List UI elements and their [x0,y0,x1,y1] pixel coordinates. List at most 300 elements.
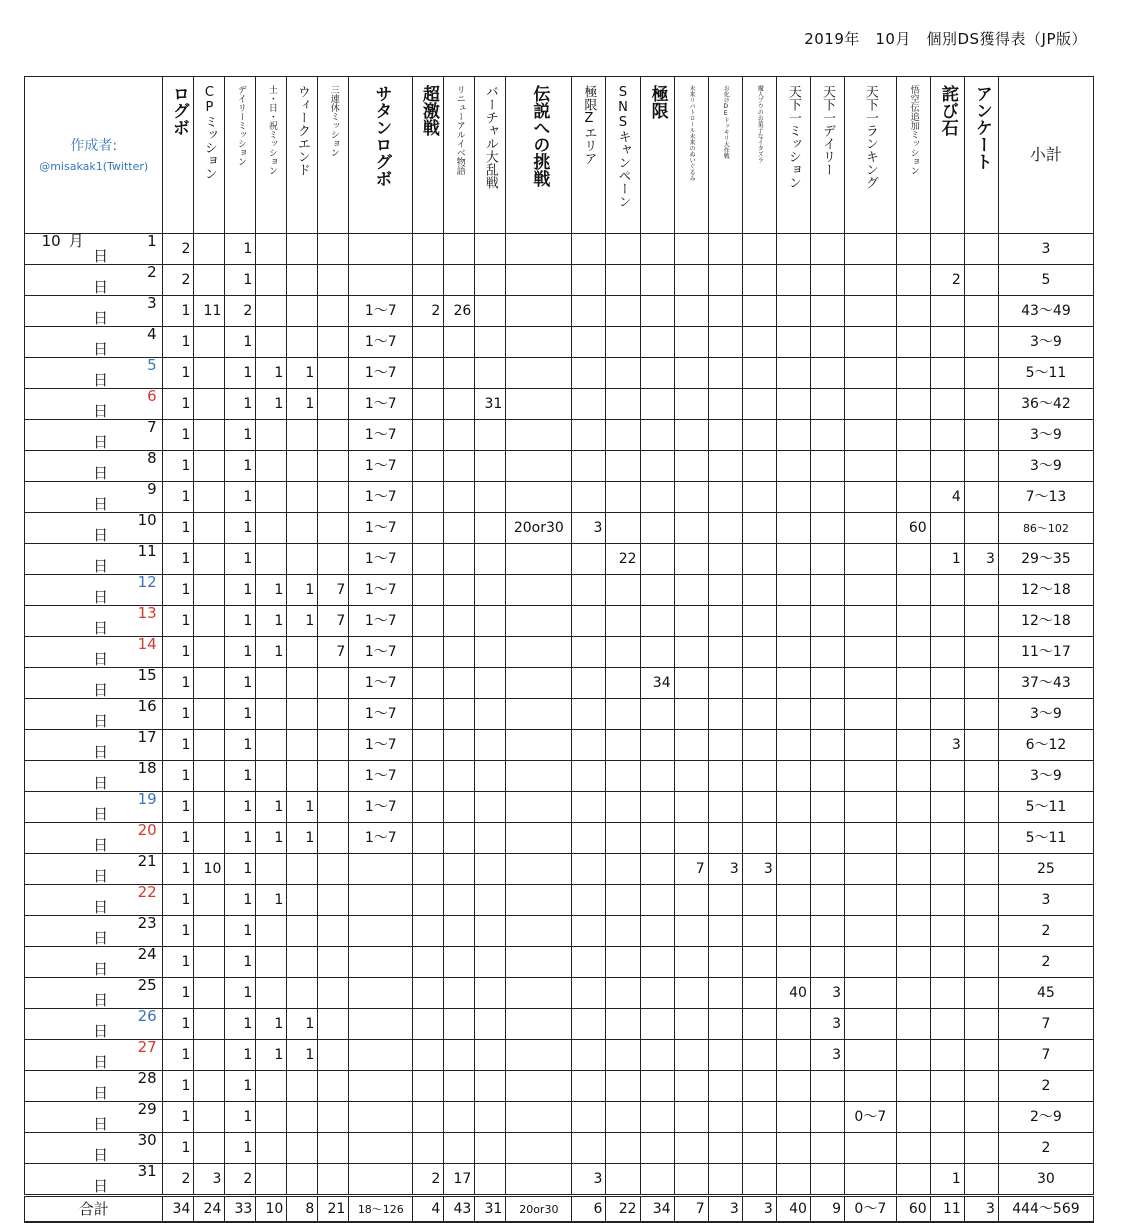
cell-renkyu [318,420,349,451]
author-label: 作成者: [70,137,118,154]
cell-weekend_m [256,327,287,358]
cell-goku [896,1009,930,1040]
cell-login: 1 [163,668,194,699]
cell-obake [708,699,742,730]
day-number: 12 [137,573,157,591]
cell-enquete [964,823,998,854]
cell-subtotal: 29～35 [998,544,1093,575]
cell-weekend [287,730,318,761]
cell-enquete [964,668,998,699]
cell-chogekisen [413,1040,444,1071]
cell-goku [896,1133,930,1164]
cell-daily: 1 [225,668,256,699]
cell-login: 1 [163,730,194,761]
cell-weekend [287,327,318,358]
cell-mirai [674,916,708,947]
cell-login: 1 [163,544,194,575]
cell-cp [194,265,225,296]
table-row [25,1009,1094,1040]
cell-sns [606,637,640,668]
cell-renewal [444,699,475,730]
cell-weekend_m [256,420,287,451]
cell-densetsu [506,668,572,699]
total-weekend: 8 [287,1196,318,1223]
cell-weekend_m [256,1164,287,1196]
cell-goku [896,1071,930,1102]
cell-chogekisen [413,606,444,637]
cell-kyokugen [640,606,674,637]
column-header-login [163,77,194,234]
total-label: 合計 [25,1196,163,1223]
cell-sns [606,1009,640,1040]
cell-sns [606,1102,640,1133]
cell-owabi [930,699,964,730]
cell-densetsu [506,1133,572,1164]
cell-goku [896,668,930,699]
cell-sns [606,885,640,916]
cell-virtual [475,1164,506,1196]
total-tenka_m: 40 [776,1196,810,1223]
cell-enquete [964,606,998,637]
cell-weekend: 1 [287,1009,318,1040]
cell-saturn: 1～7 [349,668,413,699]
cell-cp [194,1071,225,1102]
cell-kyokugen [640,792,674,823]
cell-majin [742,699,776,730]
cell-weekend [287,1164,318,1196]
column-header-label: 三連休ミッション [328,85,339,157]
total-tenka_d: 9 [810,1196,844,1223]
date-cell [25,327,163,358]
cell-goku [896,637,930,668]
cell-densetsu [506,947,572,978]
cell-goku [896,978,930,1009]
cell-login: 1 [163,482,194,513]
cell-renkyu: 7 [318,575,349,606]
cell-saturn: 1～7 [349,823,413,854]
cell-tenka_d [810,1102,844,1133]
cell-renkyu [318,823,349,854]
month-number: 10 [41,232,61,250]
cell-enquete [964,1164,998,1196]
column-header-label: 超激戦 [418,85,439,136]
cell-goku [896,234,930,265]
cell-saturn: 1～7 [349,606,413,637]
cell-owabi [930,792,964,823]
cell-subtotal: 5 [998,265,1093,296]
cell-saturn: 1～7 [349,792,413,823]
cell-renewal [444,916,475,947]
cell-obake [708,668,742,699]
cell-goku [896,482,930,513]
table-row [25,1102,1094,1133]
day-number: 13 [137,604,157,622]
column-header-label: アンケート [971,85,992,170]
day-suffix: 日 [93,991,109,1009]
cell-kyokugen [640,885,674,916]
cell-weekend_m [256,1133,287,1164]
cell-virtual [475,1133,506,1164]
cell-kyokuz [572,854,606,885]
date-cell [25,885,163,916]
day-suffix: 日 [93,681,109,699]
author-handle: @misakak1(Twitter) [39,159,149,173]
cell-cp [194,730,225,761]
cell-densetsu [506,327,572,358]
cell-saturn [349,234,413,265]
cell-virtual [475,792,506,823]
cell-virtual [475,265,506,296]
cell-renewal [444,1040,475,1071]
cell-tenka_m [776,792,810,823]
cell-weekend [287,513,318,544]
cell-subtotal: 37～43 [998,668,1093,699]
cell-kyokugen [640,916,674,947]
cell-kyokugen [640,451,674,482]
cell-renewal [444,327,475,358]
cell-renewal [444,513,475,544]
column-header-daily [225,77,256,234]
cell-sns [606,823,640,854]
cell-daily: 1 [225,823,256,854]
cell-subtotal: 25 [998,854,1093,885]
cell-enquete [964,792,998,823]
total-chogekisen: 4 [413,1196,444,1223]
cell-obake [708,234,742,265]
cell-mirai [674,296,708,327]
day-suffix: 日 [93,774,109,792]
day-suffix: 日 [93,836,109,854]
cell-obake [708,575,742,606]
cell-densetsu [506,265,572,296]
cell-subtotal: 6～12 [998,730,1093,761]
cell-weekend_m [256,1071,287,1102]
cell-login: 1 [163,513,194,544]
table-row [25,513,1094,544]
cell-login: 1 [163,792,194,823]
day-number: 22 [137,883,157,901]
cell-enquete [964,854,998,885]
day-suffix: 日 [93,278,109,296]
cell-weekend_m [256,1102,287,1133]
cell-tenka_r [845,389,897,420]
cell-tenka_m [776,296,810,327]
cell-chogekisen [413,234,444,265]
column-header-label: 未来リパトロール未来のぬいぐるみ [688,85,696,181]
cell-majin [742,730,776,761]
cell-subtotal: 36～42 [998,389,1093,420]
cell-subtotal: 30 [998,1164,1093,1196]
cell-weekend [287,544,318,575]
cell-weekend_m: 1 [256,792,287,823]
cell-renewal [444,606,475,637]
day-number: 11 [137,542,157,560]
cell-mirai [674,1133,708,1164]
cell-saturn: 1～7 [349,761,413,792]
column-header-owabi [930,77,964,234]
cell-kyokugen [640,1133,674,1164]
cell-densetsu [506,1040,572,1071]
cell-tenka_d [810,947,844,978]
date-cell [25,296,163,327]
cell-weekend [287,947,318,978]
cell-kyokuz [572,327,606,358]
day-number: 23 [137,914,157,932]
cell-weekend: 1 [287,1040,318,1071]
column-header-kyokuz [572,77,606,234]
cell-daily: 1 [225,234,256,265]
cell-sns [606,606,640,637]
cell-kyokugen [640,482,674,513]
date-cell [25,513,163,544]
cell-tenka_d [810,482,844,513]
table-row [25,1071,1094,1102]
day-suffix: 日 [93,247,109,265]
cell-owabi [930,668,964,699]
cell-daily: 1 [225,761,256,792]
cell-daily: 1 [225,544,256,575]
total-tenka_r: 0～7 [845,1196,897,1223]
cell-renewal [444,451,475,482]
cell-tenka_m [776,265,810,296]
day-suffix: 日 [93,898,109,916]
cell-weekend [287,916,318,947]
cell-kyokuz [572,1102,606,1133]
cell-weekend_m: 1 [256,606,287,637]
cell-tenka_m [776,358,810,389]
cell-majin [742,234,776,265]
cell-tenka_r [845,854,897,885]
day-number: 20 [137,821,157,839]
cell-weekend_m [256,947,287,978]
cell-enquete [964,296,998,327]
cell-majin [742,1164,776,1196]
cell-tenka_m [776,327,810,358]
cell-majin [742,451,776,482]
cell-login: 1 [163,978,194,1009]
cell-virtual [475,1040,506,1071]
cell-weekend_m: 1 [256,389,287,420]
cell-obake [708,1102,742,1133]
cell-mirai [674,606,708,637]
header-row [25,77,1094,234]
column-header-majin [742,77,776,234]
cell-chogekisen [413,358,444,389]
cell-subtotal: 2 [998,1133,1093,1164]
cell-owabi [930,978,964,1009]
cell-tenka_r [845,699,897,730]
cell-kyokuz [572,761,606,792]
cell-saturn [349,265,413,296]
cell-owabi [930,885,964,916]
cell-renkyu [318,1133,349,1164]
cell-renewal [444,668,475,699]
cell-kyokuz [572,1009,606,1040]
cell-kyokuz [572,668,606,699]
cell-weekend [287,699,318,730]
cell-weekend_m [256,234,287,265]
column-header-renkyu [318,77,349,234]
cell-virtual [475,1009,506,1040]
cell-owabi [930,823,964,854]
cell-login: 1 [163,916,194,947]
column-header-tenka_r [845,77,897,234]
cell-tenka_d [810,420,844,451]
cell-obake [708,606,742,637]
cell-cp [194,916,225,947]
total-weekend_m: 10 [256,1196,287,1223]
cell-kyokugen: 34 [640,668,674,699]
cell-densetsu [506,730,572,761]
cell-owabi [930,1040,964,1071]
date-cell [25,451,163,482]
cell-virtual [475,699,506,730]
cell-kyokuz [572,916,606,947]
cell-kyokuz [572,885,606,916]
cell-tenka_m [776,916,810,947]
day-suffix: 日 [93,712,109,730]
cell-subtotal: 7～13 [998,482,1093,513]
cell-virtual [475,606,506,637]
cell-subtotal: 2 [998,916,1093,947]
total-kyokuz: 6 [572,1196,606,1223]
cell-renewal: 17 [444,1164,475,1196]
cell-obake [708,1040,742,1071]
date-cell [25,606,163,637]
cell-densetsu [506,854,572,885]
cell-enquete: 3 [964,544,998,575]
day-suffix: 日 [93,929,109,947]
cell-enquete [964,916,998,947]
cell-goku [896,730,930,761]
day-suffix: 日 [93,805,109,823]
date-cell [25,358,163,389]
cell-kyokugen [640,420,674,451]
cell-obake [708,761,742,792]
table-row [25,451,1094,482]
cell-renewal [444,482,475,513]
cell-sns [606,296,640,327]
cell-saturn [349,885,413,916]
cell-mirai [674,544,708,575]
day-suffix: 日 [93,1115,109,1133]
cell-enquete [964,978,998,1009]
total-saturn: 18～126 [349,1196,413,1223]
cell-obake [708,544,742,575]
cell-densetsu [506,420,572,451]
cell-renewal [444,358,475,389]
cell-goku [896,389,930,420]
cell-renewal [444,792,475,823]
total-obake: 3 [708,1196,742,1223]
day-suffix: 日 [93,1053,109,1071]
day-number: 8 [147,449,157,467]
cell-renewal [444,544,475,575]
cell-daily: 1 [225,885,256,916]
cell-daily: 1 [225,451,256,482]
cell-daily: 1 [225,420,256,451]
cell-weekend_m [256,854,287,885]
cell-mirai [674,513,708,544]
cell-enquete [964,1040,998,1071]
column-header-saturn [349,77,413,234]
cell-weekend_m: 1 [256,575,287,606]
cell-renewal [444,1133,475,1164]
cell-daily: 1 [225,575,256,606]
cell-daily: 1 [225,854,256,885]
cell-densetsu [506,823,572,854]
day-number: 25 [137,976,157,994]
cell-tenka_d [810,1133,844,1164]
cell-login: 1 [163,1040,194,1071]
day-suffix: 日 [93,650,109,668]
day-suffix: 日 [93,495,109,513]
day-suffix: 日 [93,433,109,451]
cell-cp [194,327,225,358]
cell-mirai [674,482,708,513]
cell-tenka_r [845,1133,897,1164]
cell-saturn [349,1009,413,1040]
cell-mirai [674,1009,708,1040]
cell-chogekisen [413,420,444,451]
cell-kyokuz [572,792,606,823]
date-cell [25,947,163,978]
column-header-weekend [287,77,318,234]
cell-densetsu [506,885,572,916]
day-number: 14 [137,635,157,653]
column-header-densetsu [506,77,572,234]
cell-enquete [964,730,998,761]
cell-chogekisen: 2 [413,296,444,327]
cell-tenka_r [845,575,897,606]
cell-tenka_r [845,296,897,327]
cell-renewal [444,234,475,265]
cell-sns [606,265,640,296]
column-header-label: サタンログボ [371,85,392,187]
cell-owabi [930,606,964,637]
cell-cp [194,947,225,978]
cell-tenka_r [845,637,897,668]
cell-tenka_m [776,637,810,668]
cell-sns [606,916,640,947]
table-row [25,978,1094,1009]
cell-owabi [930,358,964,389]
cell-saturn [349,854,413,885]
month-label: 月 [68,232,84,250]
cell-kyokugen [640,575,674,606]
cell-tenka_r [845,668,897,699]
cell-login: 1 [163,854,194,885]
cell-cp [194,1040,225,1071]
cell-owabi: 1 [930,1164,964,1196]
cell-tenka_r [845,947,897,978]
day-number: 16 [137,697,157,715]
cell-weekend_m: 1 [256,885,287,916]
cell-subtotal: 5～11 [998,823,1093,854]
cell-subtotal: 3～9 [998,761,1093,792]
total-virtual: 31 [475,1196,506,1223]
cell-tenka_m [776,885,810,916]
column-header-label: お化けDEドッキリ大作戦 [722,85,730,159]
cell-densetsu [506,234,572,265]
cell-sns [606,1133,640,1164]
day-number: 4 [147,325,157,343]
cell-renewal [444,389,475,420]
cell-goku [896,1102,930,1133]
column-header-label: 天下一ミッション [785,85,801,189]
cell-obake [708,730,742,761]
table-row [25,1040,1094,1071]
